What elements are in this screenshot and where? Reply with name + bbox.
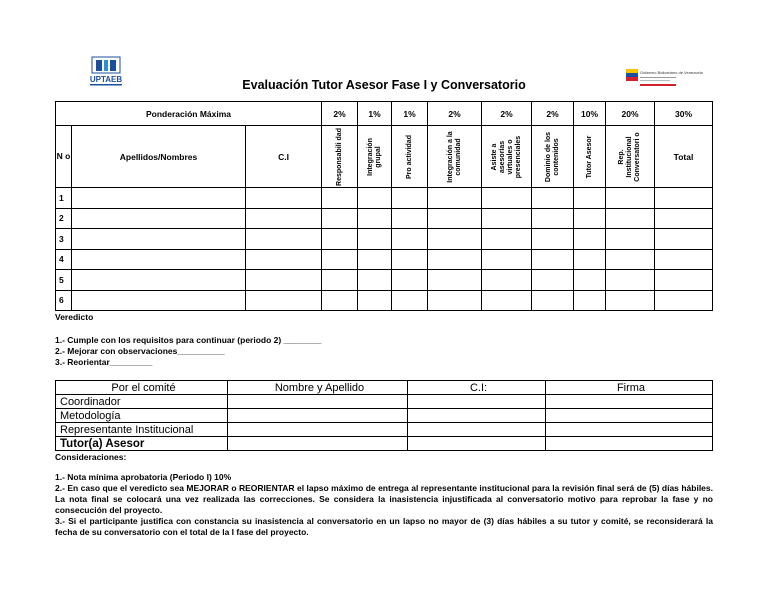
empty-cell[interactable] [532,290,574,311]
empty-cell[interactable] [72,249,246,270]
empty-cell[interactable] [322,249,358,270]
empty-cell[interactable] [246,270,322,291]
criterion-header: Tutor Asesor [574,126,606,188]
empty-cell[interactable] [655,208,713,229]
committee-role: Tutor(a) Asesor [56,437,228,451]
veredicto-label: Veredicto [55,312,94,322]
ponderacion-row [56,102,713,126]
empty-cell[interactable] [358,270,392,291]
empty-cell[interactable] [482,249,532,270]
logo-left-text: UPTAEB [89,75,123,84]
committee-table [55,380,713,451]
empty-cell[interactable] [358,290,392,311]
empty-cell[interactable] [482,188,532,209]
empty-cell[interactable] [482,290,532,311]
empty-cell[interactable] [655,229,713,250]
empty-cell[interactable] [322,229,358,250]
evaluation-row [56,249,713,270]
committee-header: Nombre y Apellido [228,381,408,395]
empty-cell[interactable] [72,290,246,311]
empty-cell[interactable] [574,208,606,229]
weight-cell: 2% [532,102,574,126]
row-number: 6 [56,290,72,311]
empty-cell[interactable] [392,229,428,250]
empty-cell[interactable] [428,290,482,311]
committee-role: Metodología [56,409,228,423]
evaluation-row [56,208,713,229]
committee-row [56,437,713,451]
empty-cell[interactable] [322,270,358,291]
no-header: N o [56,126,72,188]
empty-cell[interactable] [574,270,606,291]
veredicto-options [55,335,321,368]
weight-cell: 10% [574,102,606,126]
committee-row [56,409,713,423]
criterion-header: Asiste a asesorías virtuales o presenciales [482,126,532,188]
empty-cell[interactable] [482,229,532,250]
total-header: Total [655,126,713,188]
evaluation-row [56,270,713,291]
empty-cell[interactable] [655,249,713,270]
empty-cell[interactable] [532,249,574,270]
weight-cell: 1% [392,102,428,126]
evaluation-table [55,101,713,311]
consideraciones-label: Consideraciones: [55,452,127,462]
empty-cell[interactable] [246,249,322,270]
criterion-header: Responsabili dad [322,126,358,188]
veredicto-option: 3.- Reorientar_________ [55,357,153,367]
veredicto-option: 2.- Mejorar con observaciones__________ [55,346,225,356]
empty-cell[interactable] [358,208,392,229]
empty-cell[interactable] [532,208,574,229]
evaluation-row [56,229,713,250]
committee-header: Firma [546,381,713,395]
empty-cell[interactable] [392,270,428,291]
empty-cell[interactable] [574,249,606,270]
empty-cell[interactable] [606,290,655,311]
empty-cell[interactable] [246,208,322,229]
criterion-header: Rep. Institucional Conversatori o [606,126,655,188]
weight-cell: 2% [322,102,358,126]
committee-header: Por el comité [56,381,228,395]
empty-cell[interactable] [482,208,532,229]
empty-cell[interactable] [606,208,655,229]
row-number: 5 [56,270,72,291]
empty-cell[interactable] [574,229,606,250]
empty-cell[interactable] [428,270,482,291]
criterion-header: Integración a la comunidad [428,126,482,188]
empty-cell[interactable] [428,249,482,270]
page-title: Evaluación Tutor Asesor Fase I y Conversatorio [242,78,526,92]
weight-cell: 2% [482,102,532,126]
weight-cell: 2% [428,102,482,126]
veredicto-option: 1.- Cumple con los requisitos para continuar (periodo 2) ________ [55,335,322,345]
consideracion-item: 2.- En caso que el veredicto sea MEJORAR o REORIENTAR el lapso máximo de entrega al representante institucional para la revisión final será de (5) días hábiles. La nota final se colocará una vez realizada las correcciones. Se considera la inasistencia injustificada al conversatorio motivo para reprobar la fase y no consecución del proyecto. [55,483,713,515]
empty-cell[interactable] [322,188,358,209]
empty-cell[interactable] [574,188,606,209]
empty-cell[interactable] [655,188,713,209]
committee-header: C.I: [408,381,546,395]
empty-cell[interactable] [72,208,246,229]
empty-cell[interactable] [72,270,246,291]
ci-header: C.I [246,126,322,188]
empty-cell[interactable] [358,188,392,209]
committee-row [56,423,713,437]
evaluation-row [56,290,713,311]
row-number: 2 [56,208,72,229]
committee-header-row [56,381,713,395]
consideraciones-notes [55,472,713,538]
empty-cell[interactable] [428,188,482,209]
empty-cell[interactable] [246,290,322,311]
empty-cell[interactable] [392,188,428,209]
empty-cell[interactable] [606,270,655,291]
consideracion-item: 1.- Nota mínima aprobatoria (Periodo I) 10% [55,472,232,482]
row-number: 4 [56,249,72,270]
ponderacion-label: Ponderación Máxima [56,102,322,126]
committee-role: Representante Institucional [56,423,228,437]
empty-cell[interactable] [322,290,358,311]
logo-right-text: Gobierno Bolivariano de Venezuela [640,70,703,75]
empty-cell[interactable] [655,290,713,311]
empty-cell[interactable] [574,290,606,311]
empty-cell[interactable] [392,208,428,229]
empty-cell[interactable] [246,229,322,250]
empty-cell[interactable] [428,208,482,229]
row-number: 3 [56,229,72,250]
committee-row [56,395,713,409]
empty-cell[interactable] [72,188,246,209]
empty-cell[interactable] [655,270,713,291]
empty-cell[interactable] [72,229,246,250]
empty-cell[interactable] [392,290,428,311]
empty-cell[interactable] [358,229,392,250]
empty-cell[interactable] [532,229,574,250]
empty-cell[interactable] [358,249,392,270]
empty-cell[interactable] [606,229,655,250]
consideracion-item: 3.- Si el participante justifica con constancia su inasistencia al conversatorio en un lapso no mayor de (3) días hábiles a su tutor y comité, se reconsiderará la fecha de su conversatorio con el total de la I fase del proyecto. [55,516,713,537]
evaluation-row [56,188,713,209]
row-number: 1 [56,188,72,209]
criterion-header: Integración grupal [358,126,392,188]
weight-cell: 1% [358,102,392,126]
criterion-header: Dominio de los contenidos [532,126,574,188]
nombres-header: Apellidos/Nombres [72,126,246,188]
empty-cell[interactable] [322,208,358,229]
empty-cell[interactable] [532,270,574,291]
weight-cell: 20% [606,102,655,126]
empty-cell[interactable] [482,270,532,291]
empty-cell[interactable] [606,249,655,270]
weight-cell: 30% [655,102,713,126]
criteria-header-row [56,126,713,188]
committee-role: Coordinador [56,395,228,409]
empty-cell[interactable] [246,188,322,209]
empty-cell[interactable] [428,229,482,250]
empty-cell[interactable] [532,188,574,209]
empty-cell[interactable] [392,249,428,270]
criterion-header: Pro actividad [392,126,428,188]
empty-cell[interactable] [606,188,655,209]
